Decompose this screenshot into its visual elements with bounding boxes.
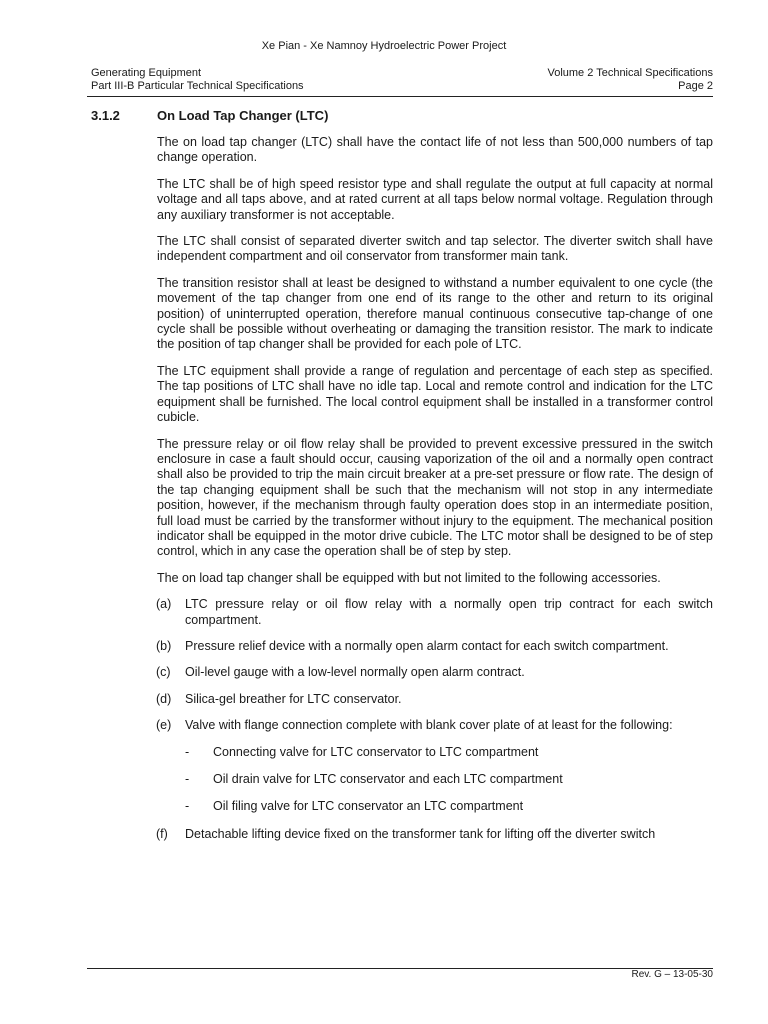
list-item-b — [157, 639, 713, 654]
paragraph-accessories-intro: The on load tap changer shall be equipped with but not limited to the following accessories. — [157, 570, 661, 585]
list-label: (b) — [156, 638, 172, 653]
header-right — [547, 67, 713, 93]
paragraph-regulation-range: The LTC equipment shall provide a range of regulation and percentage of each step as specified. The tap positions of LTC shall have no idle tap. Local and remote control and indication for the LTC equipment shall be furnished. The local control equipment shall be installed in a transformer control cubicle. — [157, 363, 713, 425]
header-divider — [87, 96, 713, 97]
list-item-f — [157, 827, 713, 842]
sub-dash: - — [185, 799, 190, 814]
section-number: 3.1.2 — [91, 108, 120, 123]
list-item-a — [157, 597, 713, 628]
footer-divider — [87, 968, 713, 969]
list-label: (a) — [156, 597, 172, 612]
list-text: Detachable lifting device fixed on the transformer tank for lifting off the diverter switch — [185, 826, 656, 841]
list-item-e — [157, 718, 713, 733]
sub-dash: - — [185, 744, 190, 759]
paragraph-pressure-relay: The pressure relay or oil flow relay shall be provided to prevent excessive pressured in the switch enclosure in case a fault should occur, causing vaporization of the oil and a normally open contract shall also be provided to trip the main circuit breaker at a pre-set pressure or flow rate. The design of the tap changing equipment shall be such that the mechanism will not stop in any intermediate position, however, if the mechanism through faulty operation does stop in an intermediate position, full load must be carried by the transformer without injury to the equipment. The mechanical position indicator shall be equipped in the motor drive cubicle. The LTC motor shall be designed to be of step control, which in any case the operation shall be of step by step. — [157, 436, 713, 559]
section-body — [157, 135, 713, 853]
list-text: Silica-gel breather for LTC conservator. — [185, 691, 402, 706]
sub-item-connecting-valve — [157, 745, 713, 760]
paragraph-transition-resistor: The transition resistor shall at least be designed to withstand a number equivalent to one cycle (the movement of the tap changer from one end of its range to the other and return to its original position) of uninterrupted operation, therefore manual continuous consecutive tap-change of one cycle shall be possible without overheating or damaging the transition resistor. The mark to indicate the position of tap changer shall be provided for each pole of LTC. — [157, 275, 713, 352]
sub-item-drain-valve — [157, 772, 713, 787]
list-text: Pressure relief device with a normally open alarm contact for each switch compartment. — [185, 638, 669, 653]
paragraph-resistor-type: The LTC shall be of high speed resistor type and shall regulate the output at full capacity at normal voltage and all taps above, and at rated current at all taps below normal voltage. Regulation through any auxiliary transformer is not acceptable. — [157, 176, 713, 222]
sub-text: Oil filing valve for LTC conservator an LTC compartment — [213, 799, 524, 814]
sub-dash: - — [185, 772, 190, 786]
header-left — [91, 67, 304, 93]
list-label: (f) — [156, 826, 168, 841]
header-part: Part III-B Particular Technical Specifications — [91, 80, 304, 92]
section-title: On Load Tap Changer (LTC) — [157, 108, 329, 123]
paragraph-contact-life: The on load tap changer (LTC) shall have the contact life of not less than 500,000 numbers of tap change operation. — [157, 135, 713, 165]
list-label: (c) — [156, 665, 171, 680]
list-text: Valve with flange connection complete with blank cover plate of at least for the following: — [185, 718, 673, 733]
sub-text: Oil drain valve for LTC conservator and each LTC compartment — [213, 772, 563, 786]
footer-revision: Rev. G – 13-05-30 — [631, 969, 713, 980]
header-equipment: Generating Equipment — [91, 67, 202, 79]
paragraph-diverter-switch: The LTC shall consist of separated diverter switch and tap selector. The diverter switch shall have independent compartment and oil conservator from transformer main tank. — [157, 234, 713, 264]
header-page-number: Page 2 — [678, 80, 713, 92]
list-label: (e) — [156, 718, 172, 733]
project-title: Xe Pian - Xe Namnoy Hydroelectric Power Project — [261, 40, 507, 52]
list-item-d — [157, 692, 713, 707]
header-volume: Volume 2 Technical Specifications — [547, 67, 713, 79]
list-text: LTC pressure relay or oil flow relay with a normally open trip contract for each switch compartment. — [185, 597, 713, 627]
list-label: (d) — [156, 691, 172, 706]
sub-item-filing-valve — [157, 799, 713, 814]
sub-text: Connecting valve for LTC conservator to LTC compartment — [213, 744, 539, 759]
list-item-c — [157, 665, 713, 680]
list-text: Oil-level gauge with a low-level normally open alarm contract. — [185, 665, 525, 680]
